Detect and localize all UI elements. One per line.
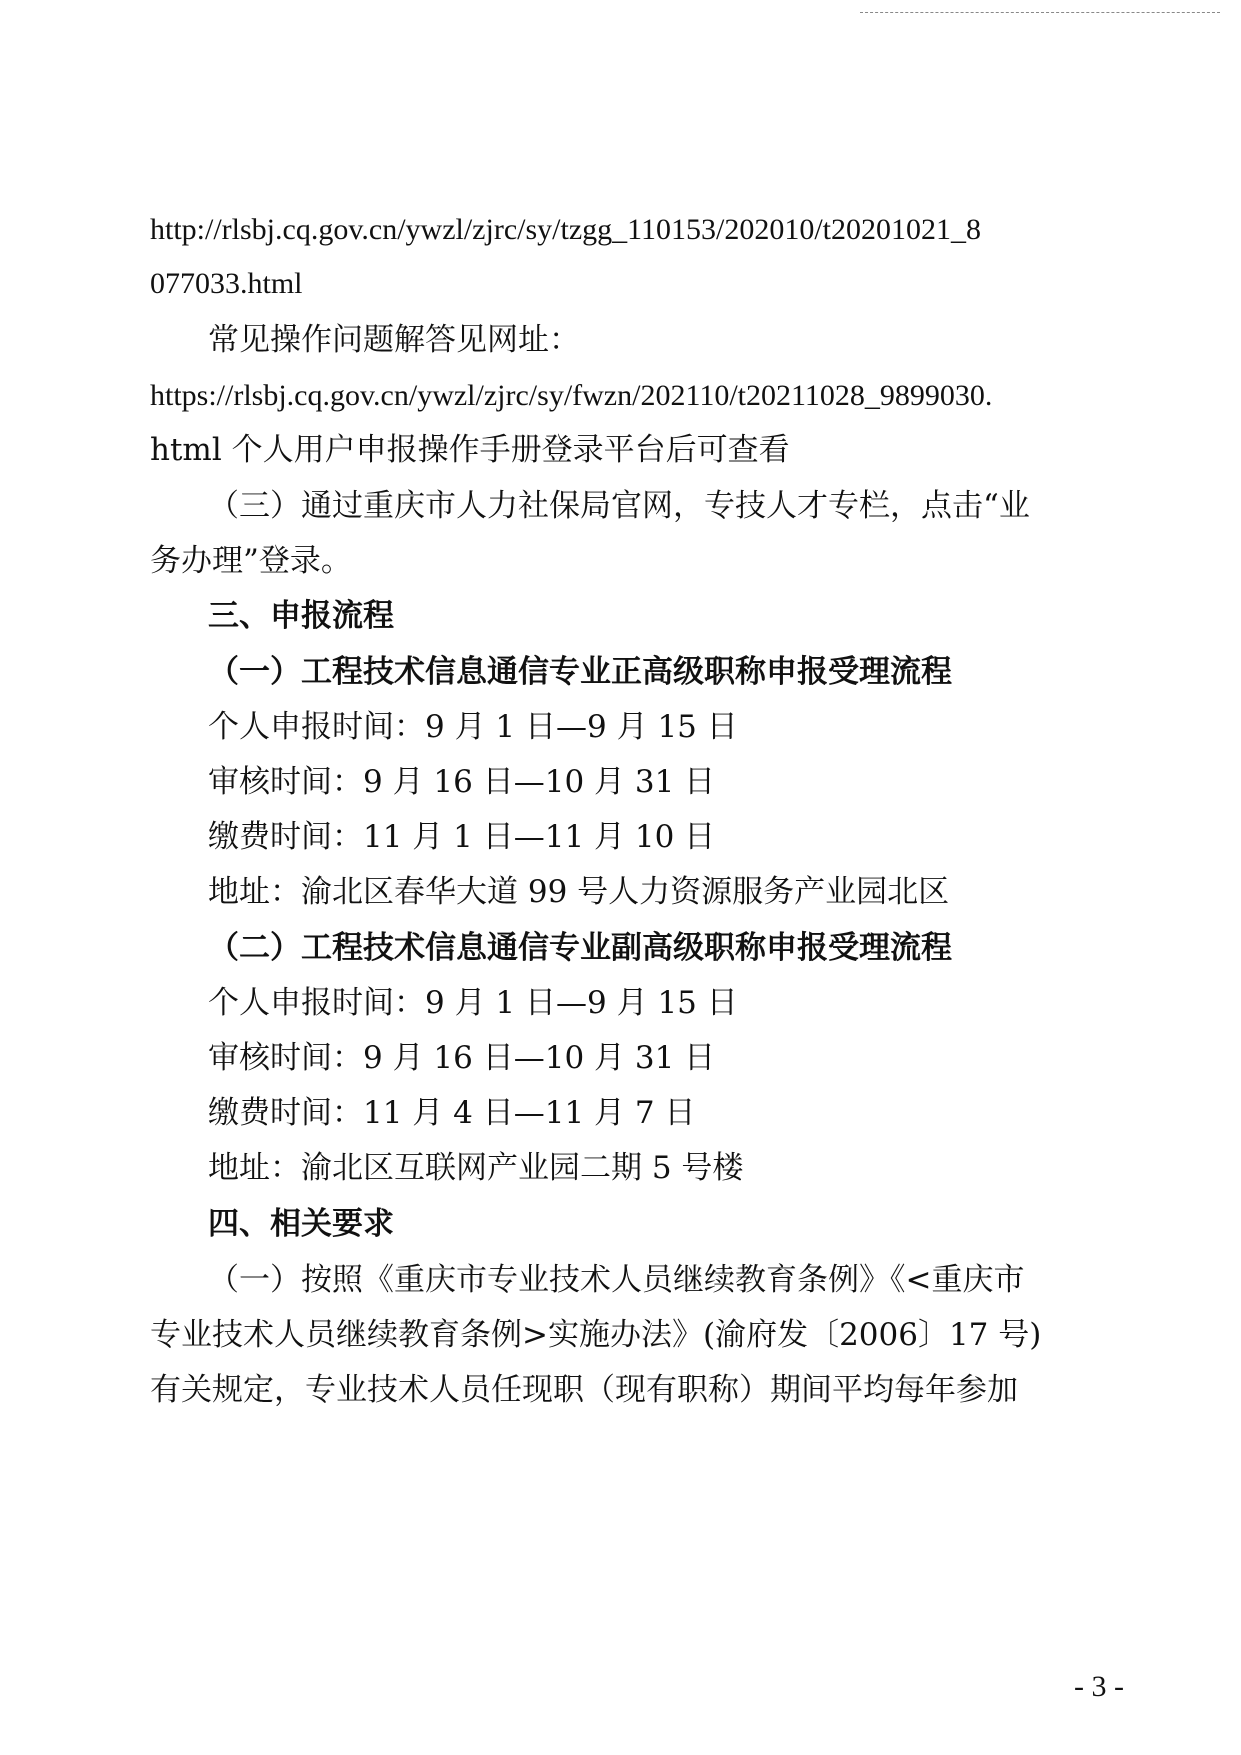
s2-payment-time: 缴费时间：11 月 4 日—11 月 7 日 bbox=[208, 1095, 696, 1131]
s1-apply-time: 个人申报时间：9 月 1 日—9 月 15 日 bbox=[208, 709, 738, 745]
subsection-1-heading: （一）工程技术信息通信专业正高级职称申报受理流程 bbox=[208, 654, 952, 690]
url-line-1[interactable]: http://rlsbj.cq.gov.cn/ywzl/zjrc/sy/tzgg_110153/202010/t20201021_8 bbox=[150, 213, 982, 246]
s1-payment-time: 缴费时间：11 月 1 日—11 月 10 日 bbox=[208, 819, 716, 855]
item-3-line-1: （三）通过重庆市人力社保局官网，专技人才专栏，点击“业 bbox=[208, 488, 1030, 524]
s2-address: 地址：渝北区互联网产业园二期 5 号楼 bbox=[208, 1150, 744, 1186]
s2-review-time: 审核时间：9 月 16 日—10 月 31 日 bbox=[208, 1040, 716, 1076]
item-3-line-2: 务办理”登录。 bbox=[150, 543, 352, 579]
s2-apply-time: 个人申报时间：9 月 1 日—9 月 15 日 bbox=[208, 985, 738, 1021]
url-line-2[interactable]: https://rlsbj.cq.gov.cn/ywzl/zjrc/sy/fwzn/202110/t20211028_9899030. bbox=[150, 379, 993, 412]
req-1-line-1: （一）按照《重庆市专业技术人员继续教育条例》《<重庆市 bbox=[208, 1262, 1025, 1298]
top-edge-rule bbox=[860, 12, 1220, 13]
url-line-2-cont: html 个人用户申报操作手册登录平台后可查看 bbox=[150, 432, 790, 468]
subsection-2-heading: （二）工程技术信息通信专业副高级职称申报受理流程 bbox=[208, 930, 952, 966]
req-1-line-3: 有关规定，专业技术人员任现职（现有职称）期间平均每年参加 bbox=[150, 1372, 1018, 1408]
faq-label: 常见操作问题解答见网址： bbox=[208, 322, 580, 358]
url-line-1-cont[interactable]: 077033.html bbox=[150, 267, 303, 300]
req-1-line-2: 专业技术人员继续教育条例>实施办法》(渝府发〔2006〕17 号) bbox=[150, 1317, 1042, 1353]
page-number: - 3 - bbox=[1074, 1670, 1124, 1703]
s1-address: 地址：渝北区春华大道 99 号人力资源服务产业园北区 bbox=[208, 874, 950, 910]
section-4-heading: 四、相关要求 bbox=[208, 1206, 394, 1242]
s1-review-time: 审核时间：9 月 16 日—10 月 31 日 bbox=[208, 764, 716, 800]
section-3-heading: 三、申报流程 bbox=[208, 598, 394, 634]
